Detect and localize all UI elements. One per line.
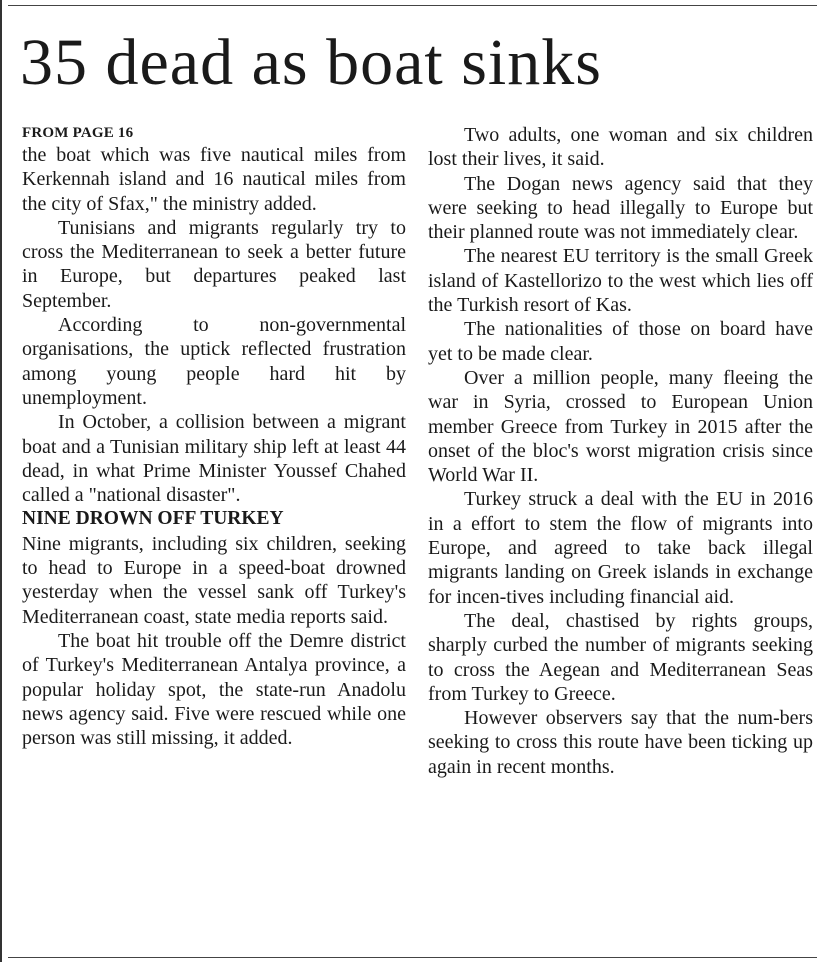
paragraph: Turkey struck a deal with the EU in 2016 in a effort to stem the flow of migrants into Europe, and agreed to take back illegal migrants landing on Greek islands in exchange for incen-tives including financial aid. <box>428 488 813 608</box>
paragraph: the boat which was five nautical miles from Kerkennah island and 16 nautical miles from the city of Sfax," the ministry added. <box>22 144 406 215</box>
paragraph: The boat hit trouble off the Demre district of Turkey's Mediterranean Antalya province, a popular holiday spot, the state-run Anadolu news agency said. Five were rescued while one person was still missing, it added. <box>22 629 406 750</box>
paragraph: However observers say that the num-bers seeking to cross this route have been ticking up again in recent months. <box>428 707 813 778</box>
bottom-rule <box>8 957 817 958</box>
continuation-kicker: FROM PAGE 16 <box>22 125 134 141</box>
paragraph: According to non-governmental organisations, the uptick reflected frustration among young people hard hit by unemployment. <box>22 314 406 409</box>
paragraph: The nationalities of those on board have yet to be made clear. <box>428 318 813 365</box>
headline: 35 dead as boat sinks <box>20 26 602 99</box>
paragraph: Over a million people, many fleeing the war in Syria, crossed to European Union member Greece from Turkey in 2015 after the onset of the bloc's worst migration crisis since World War II. <box>428 366 813 487</box>
paragraph: Nine migrants, including six children, seeking to head to Europe in a speed-boat drowned yesterday when the vessel sank off Turkey's Mediterranean coast, state media reports said. <box>22 532 406 628</box>
subhead: NINE DROWN OFF TURKEY <box>22 508 284 530</box>
top-rule <box>8 5 817 6</box>
paragraph: Tunisians and migrants regularly try to cross the Mediterranean to seek a better future in Europe, but departures peaked last September. <box>22 216 406 312</box>
right-column <box>428 123 813 779</box>
paragraph: The nearest EU territory is the small Greek island of Kastellorizo to the west which lies off the Turkish resort of Kas. <box>428 245 813 317</box>
paragraph: Two adults, one woman and six children lost their lives, it said. <box>428 124 813 171</box>
paragraph: The Dogan news agency said that they were seeking to head illegally to Europe but their planned route was not immediately clear. <box>428 172 813 244</box>
paragraph: In October, a collision between a migrant boat and a Tunisian military ship left at least 44 dead, in what Prime Minister Youssef Chahed called a "national disaster". <box>22 411 406 507</box>
left-column <box>22 123 406 750</box>
paragraph: The deal, chastised by rights groups, sharply curbed the number of migrants seeking to cross the Aegean and Mediterranean Seas from Turkey to Greece. <box>428 609 813 705</box>
